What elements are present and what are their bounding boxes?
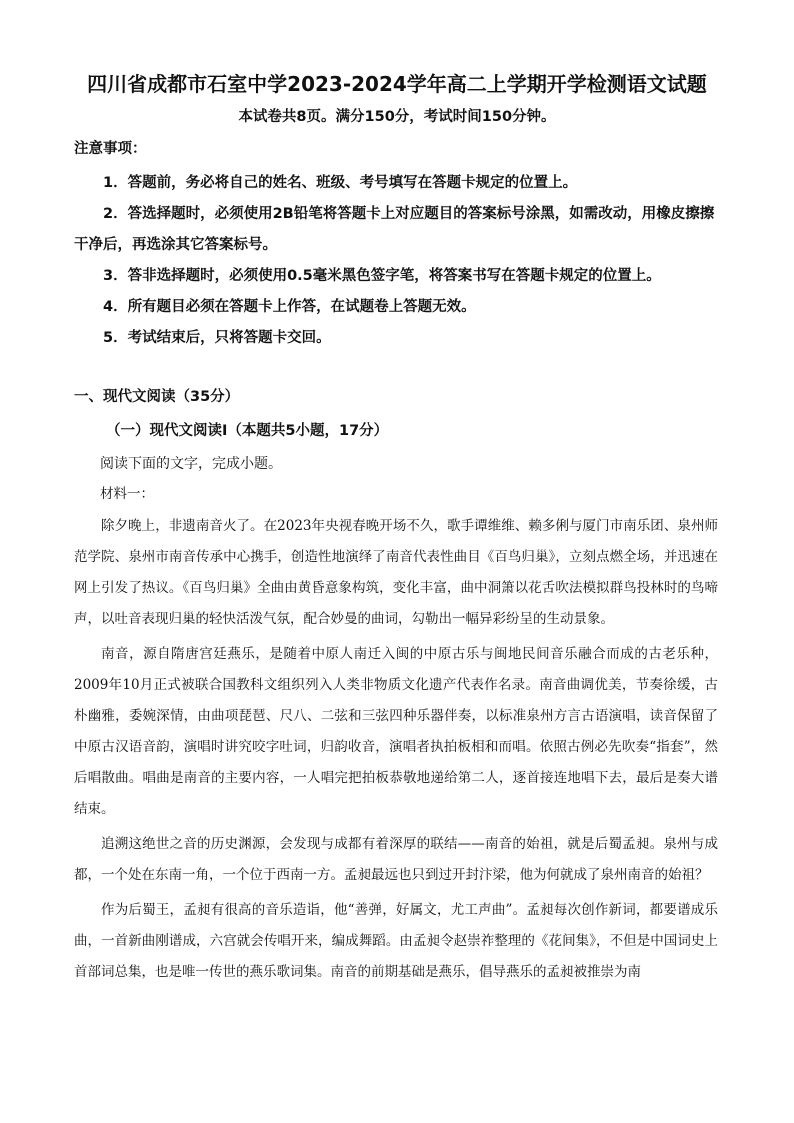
- reading-passage: [74, 511, 718, 992]
- notice-heading: 注意事项：: [74, 141, 147, 157]
- notice-item: 1．答题前，务必将自己的姓名、班级、考号填写在答题卡规定的位置上。: [103, 175, 578, 191]
- notice-item: 2．答选择题时，必须使用2B铅笔将答题卡上对应题目的答案标号涂黑，如需改动，用橡皮擦擦干净后，再选涂其它答案标号。: [74, 206, 715, 253]
- notice-item: 3．答非选择题时，必须使用0.5毫米黑色签字笔，将答案书写在答题卡规定的位置上。: [103, 268, 661, 284]
- page-title: 四川省成都市石室中学2023-2024学年高二上学期开学检测语文试题: [87, 72, 707, 96]
- reading-instruction: 阅读下面的文字，完成小题。: [100, 456, 282, 472]
- passage-paragraph: 追溯这绝世之音的历史渊源，会发现与成都有着深厚的联结——南音的始祖，就是后蜀孟昶。泉州与成都，一个处在东南一角，一个位于西南一方。孟昶最远也只到过开封汴梁，他为何就成了泉州南音的始祖？: [74, 836, 718, 883]
- notice-item: 4．所有题目必须在答题卡上作答，在试题卷上答题无效。: [103, 299, 476, 315]
- section-heading: 一、现代文阅读（35分）: [74, 389, 240, 405]
- subsection-heading: （一）现代文阅读Ⅰ（本题共5小题，17分）: [106, 423, 389, 439]
- passage-paragraph: 作为后蜀王，孟昶有很高的音乐造诣，他“善弹，好属文，尤工声曲”。孟昶每次创作新词，都要谱成乐曲，一首新曲刚谱成，六宫就会传唱开来，编成舞蹈。由孟昶令赵崇祚整理的《花间集》，不但是中国词史上首部词总集，也是唯一传世的燕乐歌词集。南音的前期基础是燕乐，倡导燕乐的孟昶被推崇为南: [74, 902, 718, 980]
- passage-paragraph: 除夕晚上，非遗南音火了。在2023年央视春晚开场不久，歌手谭维维、赖多俐与厦门市南乐团、泉州师范学院、泉州市南音传承中心携手，创造性地演绎了南音代表性曲目《百鸟归巢》，立刻点燃全场，并迅速在网上引发了热议。《百鸟归巢》全曲由黄昏意象构筑，变化丰富，曲中洞箫以花舌吹法模拟群鸟投林时的鸟啼声，以吐音表现归巢的轻快活泼气氛，配合妙曼的曲词，勾勒出一幅异彩纷呈的生动景象。: [74, 518, 718, 627]
- passage-paragraph: 南音，源自隋唐宫廷燕乐，是随着中原人南迁入闽的中原古乐与闽地民间音乐融合而成的古老乐种，2009年10月正式被联合国教科文组织列入人类非物质文化遗产代表作名录。南音曲调优美，节奏徐缓，古朴幽雅，委婉深情，由曲项琵琶、尺八、二弦和三弦四种乐器伴奏，以标准泉州方言古语演唱，读音保留了中原古汉语音韵，演唱时讲究咬字吐词，归韵收音，演唱者执拍板相和而唱。依照古例必先吹奏“指套”，然后唱散曲。唱曲是南音的主要内容，一人唱完把拍板恭敬地递给第二人，逐首接连地唱下去，最后是奏大谱结束。: [74, 646, 718, 817]
- material-label: 材料一：: [100, 486, 154, 502]
- notice-list: [74, 168, 726, 354]
- notice-item: 5．考试结束后，只将答题卡交回。: [103, 330, 331, 346]
- exam-info: 本试卷共8页。满分150分，考试时间150分钟。: [238, 109, 556, 125]
